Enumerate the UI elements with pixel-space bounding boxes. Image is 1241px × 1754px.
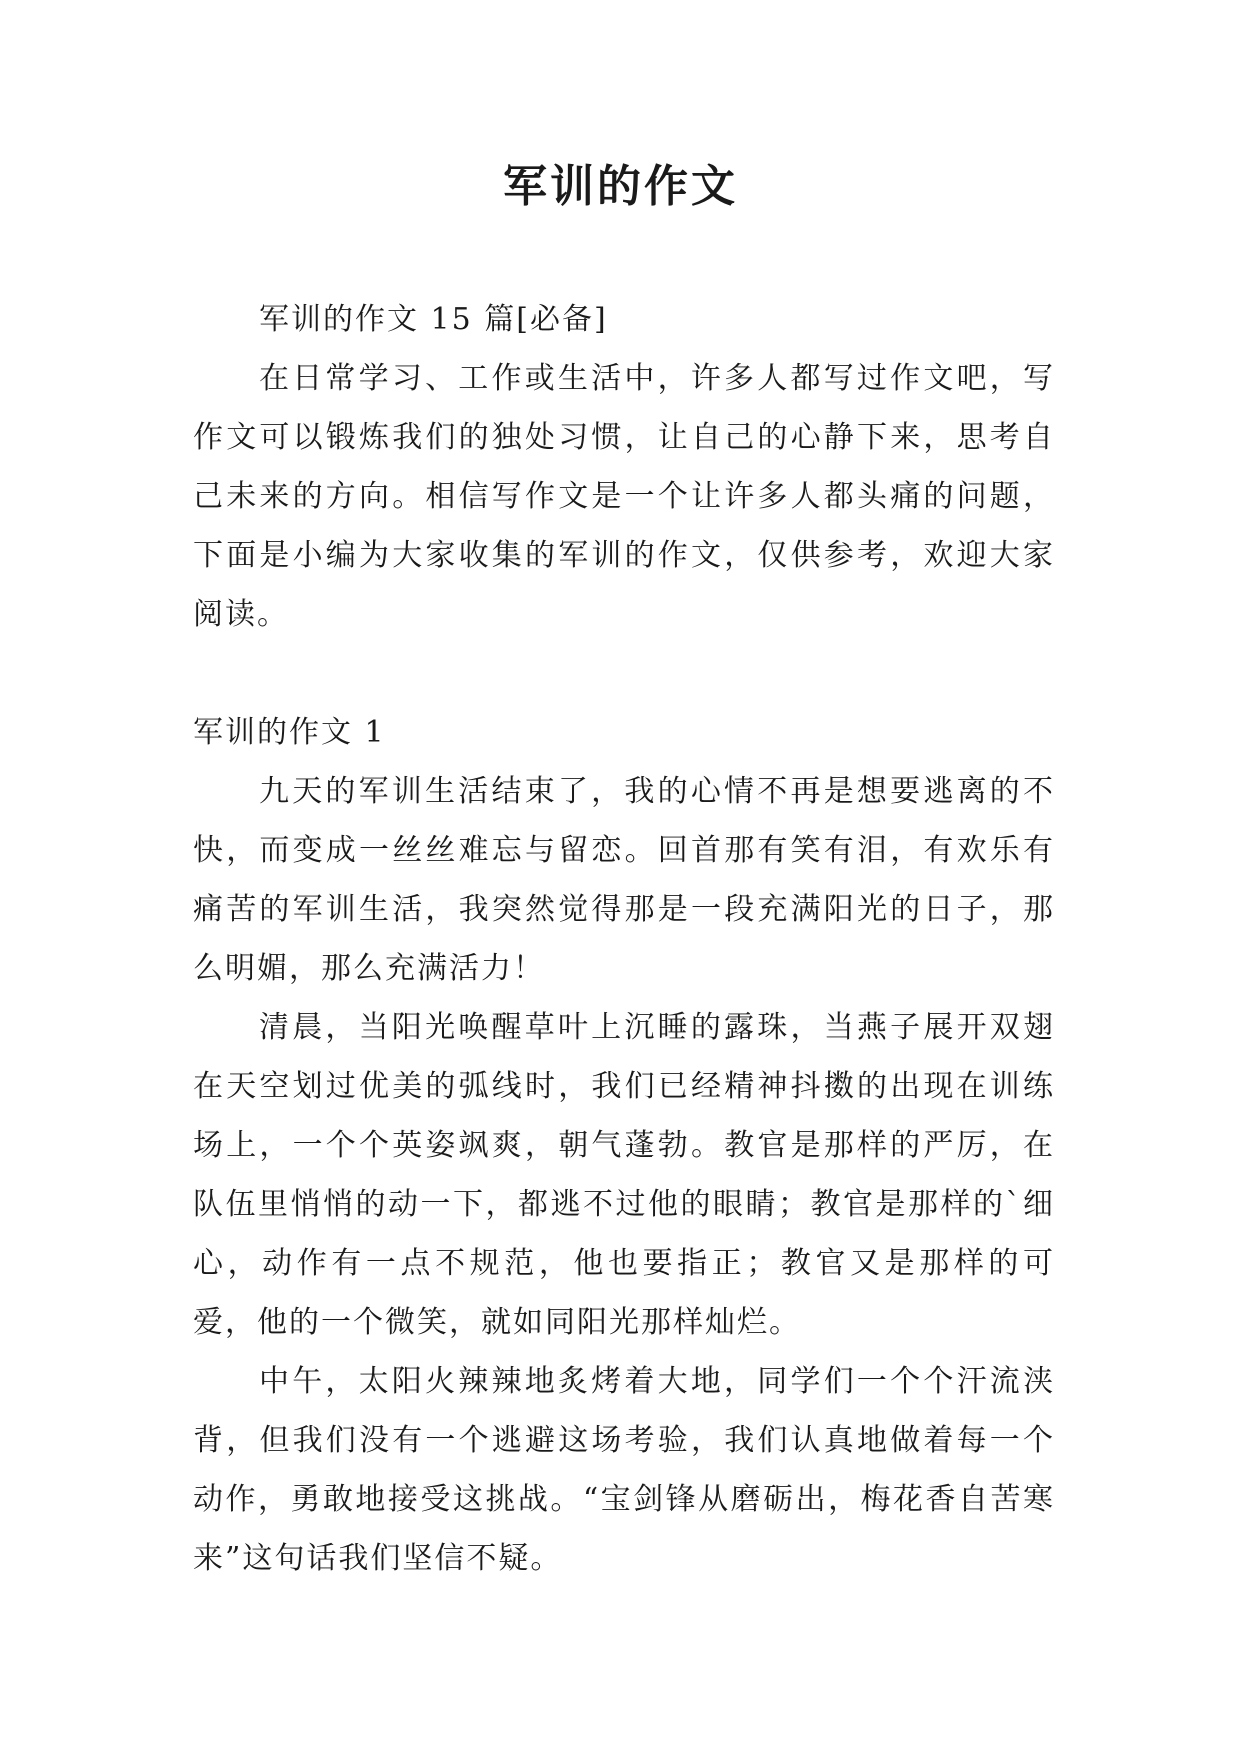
document-body [193, 290, 1055, 1588]
intro-paragraph: 在日常学习、工作或生活中，许多人都写过作文吧，写作文可以锻炼我们的独处习惯，让自己的心静下来，思考自己未来的方向。相信写作文是一个让许多人都头痛的问题，下面是小编为大家收集的军训的作文，仅供参考，欢迎大家阅读。 [193, 361, 1055, 632]
document-title: 军训的作文 [503, 161, 738, 212]
section-paragraph: 清晨，当阳光唤醒草叶上沉睡的露珠，当燕子展开双翅在天空划过优美的弧线时，我们已经精神抖擞的出现在训练场上，一个个英姿飒爽，朝气蓬勃。教官是那样的严厉，在队伍里悄悄的动一下，都逃不过他的眼睛；教官是那样的`细心，动作有一点不规范，他也要指正；教官又是那样的可爱，他的一个微笑，就如同阳光那样灿烂。 [193, 1010, 1055, 1340]
section-paragraph: 中午，太阳火辣辣地炙烤着大地，同学们一个个汗流浃背，但我们没有一个逃避这场考验，我们认真地做着每一个动作，勇敢地接受这挑战。“宝剑锋从磨砺出，梅花香自苦寒来”这句话我们坚信不疑。 [193, 1364, 1055, 1576]
document-subtitle: 军训的作文 15 篇[必备] [259, 302, 608, 337]
section-paragraph: 九天的军训生活结束了，我的心情不再是想要逃离的不快，而变成一丝丝难忘与留恋。回首那有笑有泪，有欢乐有痛苦的军训生活，我突然觉得那是一段充满阳光的日子，那么明媚，那么充满活力！ [193, 774, 1055, 986]
section-heading: 军训的作文 1 [193, 715, 386, 750]
